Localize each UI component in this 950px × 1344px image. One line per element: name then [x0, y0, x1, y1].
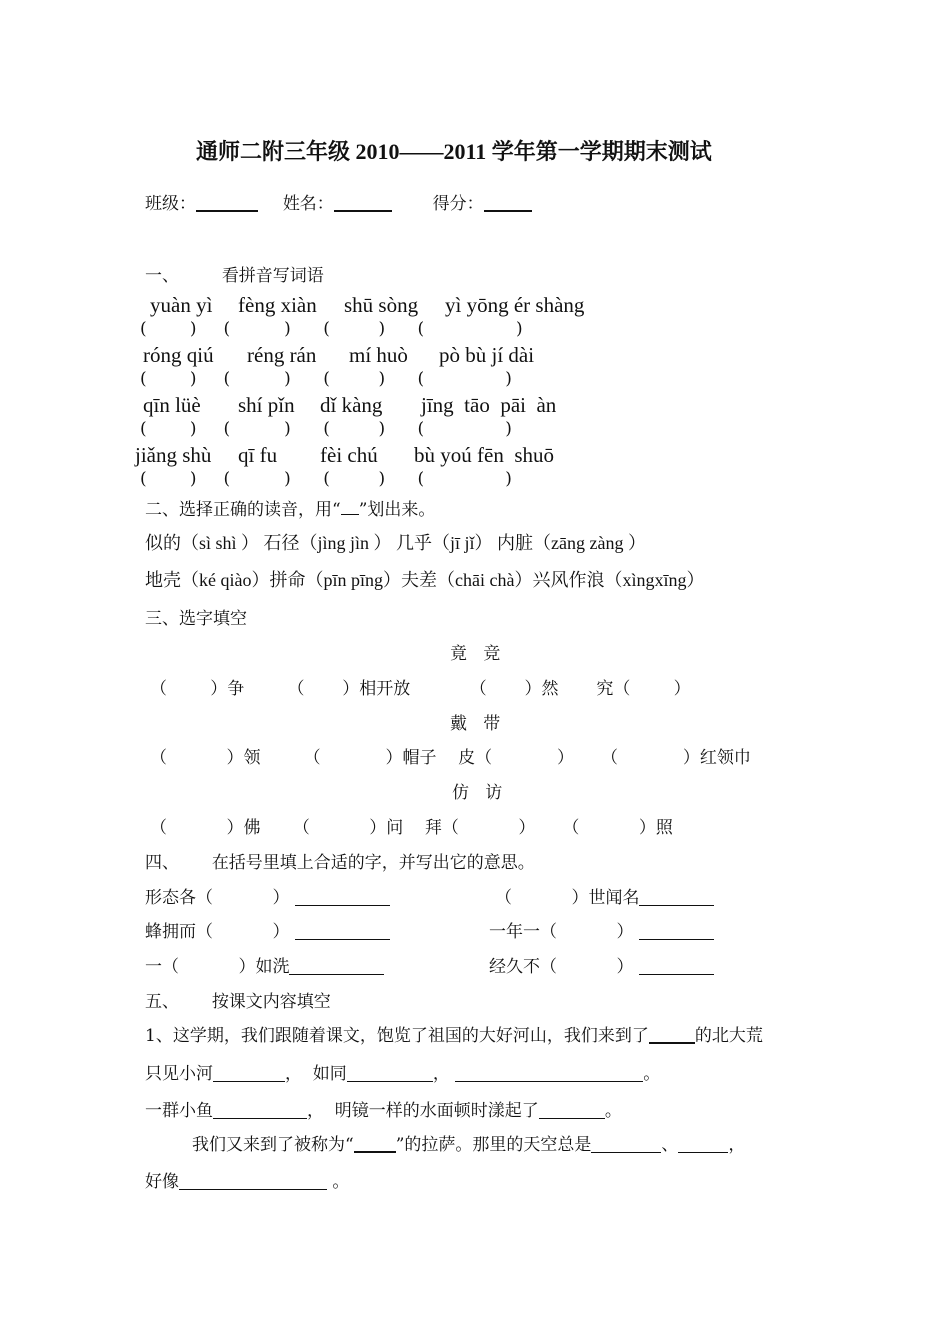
pinyin: jīng tāo pāi àn: [421, 393, 557, 417]
pinyin: mí huò: [349, 343, 408, 367]
text-segment: ，: [432, 1064, 450, 1084]
score-blank[interactable]: [484, 192, 532, 212]
idiom-text: 蜂拥而（ ）: [145, 922, 290, 942]
reading-line-1: 似的（sì shì ） 石径（jìng jìn ） 几乎（jī jǐ） 内脏（zāng zàng ）: [145, 533, 646, 553]
text-line-1: [145, 1021, 763, 1046]
text-line-4: [192, 1130, 745, 1155]
class-blank[interactable]: [196, 192, 258, 212]
section1-title: 看拼音写词语: [221, 266, 324, 286]
pinyin: bù yoú fēn shuō: [414, 443, 554, 467]
pinyin: shū sòng: [344, 293, 419, 317]
answer-parens-row[interactable]: ( ) ( ) ( ) ( ): [140, 369, 512, 389]
name-blank[interactable]: [334, 192, 392, 212]
text-segment: 1、这学期，我们跟随着课文，饱览了祖国的大好河山，我们来到了: [145, 1026, 649, 1046]
answer-parens-row[interactable]: ( ) ( ) ( ) ( ): [140, 319, 523, 339]
fill-blank[interactable]: [678, 1134, 728, 1153]
idiom-row-3-right[interactable]: [489, 952, 714, 977]
pinyin: yuàn yì: [150, 293, 213, 317]
meaning-blank[interactable]: [639, 956, 714, 975]
underline-sample: [341, 496, 359, 515]
answer-parens-row[interactable]: ( ) ( ) ( ) ( ): [140, 419, 512, 439]
section3-heading: 三、选字填空: [145, 609, 247, 629]
pinyin: jiǎng shù: [135, 443, 212, 467]
fill-blank[interactable]: [649, 1024, 695, 1044]
pinyin: réng rán: [247, 343, 317, 367]
section4-title: 在括号里填上合适的字，并写出它的意思。: [211, 853, 535, 873]
section5-heading: [145, 987, 331, 1012]
name-label: 姓名：: [282, 194, 334, 214]
fill-blank[interactable]: [455, 1063, 643, 1082]
idiom-text: （ ）世闻名: [495, 888, 640, 908]
fill-line-2[interactable]: （ ）领 （ ）帽子 皮（ ） （ ）红领巾: [150, 748, 751, 768]
text-line-2: [145, 1059, 660, 1084]
class-label: 班级：: [145, 194, 196, 214]
reading-line-2: 地壳（ké qiào）拼命（pīn pīng）夫差（chāi chà）兴风作浪（xìngxīng）: [145, 570, 705, 590]
text-segment: 。: [332, 1172, 350, 1192]
text-line-5: [145, 1167, 349, 1192]
text-segment: 。: [643, 1064, 661, 1084]
text-line-3: [145, 1096, 622, 1121]
fill-blank[interactable]: [354, 1133, 396, 1153]
pinyin: fèng xiàn: [238, 293, 317, 317]
char-pair-2: 戴 带: [450, 714, 501, 734]
pinyin: fèi chú: [320, 443, 378, 467]
idiom-row-2-right[interactable]: [489, 917, 714, 942]
section5-title: 按课文内容填空: [211, 992, 331, 1012]
text-segment: ，: [728, 1135, 746, 1155]
text-segment: 一群小鱼: [145, 1101, 213, 1121]
section2-heading: [145, 495, 435, 520]
meaning-blank[interactable]: [295, 887, 390, 906]
idiom-text: 经久不（ ）: [489, 957, 634, 977]
text-segment: ， 明镜一样的水面顿时漾起了: [307, 1101, 539, 1121]
char-pair-1: 竟 竞: [450, 644, 501, 664]
section2-title-end: ”划出来。: [358, 500, 436, 520]
idiom-row-2-left[interactable]: [145, 917, 390, 942]
fill-blank[interactable]: [179, 1171, 327, 1190]
fill-blank[interactable]: [213, 1063, 285, 1082]
idiom-text: 一年一（ ）: [489, 922, 634, 942]
text-segment: ”的拉萨。那里的天空总是: [395, 1135, 592, 1155]
fill-line-1[interactable]: （ ）争 （ ）相开放 （ ）然 究（ ）: [150, 679, 691, 699]
text-segment: 好像: [145, 1172, 179, 1192]
idiom-text: 一（ ）如洗: [145, 957, 290, 977]
section2-title: 二、选择正确的读音，用“: [145, 500, 341, 520]
fill-blank[interactable]: [347, 1063, 433, 1082]
section4-heading: [145, 848, 535, 873]
meaning-blank[interactable]: [295, 921, 390, 940]
pinyin: shí pǐn: [238, 393, 295, 417]
fill-blank[interactable]: [213, 1100, 307, 1119]
idiom-text: 形态各（ ）: [145, 888, 290, 908]
text-segment: 的北大荒: [694, 1026, 763, 1046]
idiom-row-1-right[interactable]: [495, 883, 714, 908]
idiom-row-1-left[interactable]: [145, 883, 390, 908]
section1-heading: [145, 261, 324, 286]
idiom-row-3-left[interactable]: [145, 952, 384, 977]
text-segment: 只见小河: [145, 1064, 213, 1084]
text-segment: 。: [604, 1101, 622, 1121]
meaning-blank[interactable]: [639, 921, 714, 940]
meaning-blank[interactable]: [639, 887, 714, 906]
score-label: 得分：: [432, 194, 484, 214]
section1-number: 一、: [145, 266, 179, 286]
text-segment: 、: [661, 1135, 679, 1155]
info-line: [145, 189, 532, 214]
pinyin: róng qiú: [143, 343, 214, 367]
text-segment: 我们又来到了被称为“: [192, 1135, 354, 1155]
answer-parens-row[interactable]: ( ) ( ) ( ) ( ): [140, 469, 512, 489]
meaning-blank[interactable]: [289, 956, 384, 975]
pinyin: dǐ kàng: [320, 393, 383, 417]
char-pair-3: 仿 访: [452, 783, 503, 803]
page-title: 通师二附三年级 2010——2011 学年第一学期期末测试: [196, 139, 712, 164]
pinyin: yì yōng ér shàng: [445, 293, 585, 317]
pinyin: pò bù jí dài: [439, 343, 535, 367]
section5-number: 五、: [145, 992, 179, 1012]
pinyin: qīn lüè: [143, 393, 201, 417]
pinyin: qī fu: [238, 443, 278, 467]
text-segment: ， 如同: [285, 1064, 347, 1084]
fill-line-3[interactable]: （ ）佛 （ ）问 拜（ ） （ ）照: [150, 818, 673, 838]
fill-blank[interactable]: [591, 1134, 661, 1153]
fill-blank[interactable]: [539, 1100, 605, 1119]
section4-number: 四、: [145, 853, 179, 873]
